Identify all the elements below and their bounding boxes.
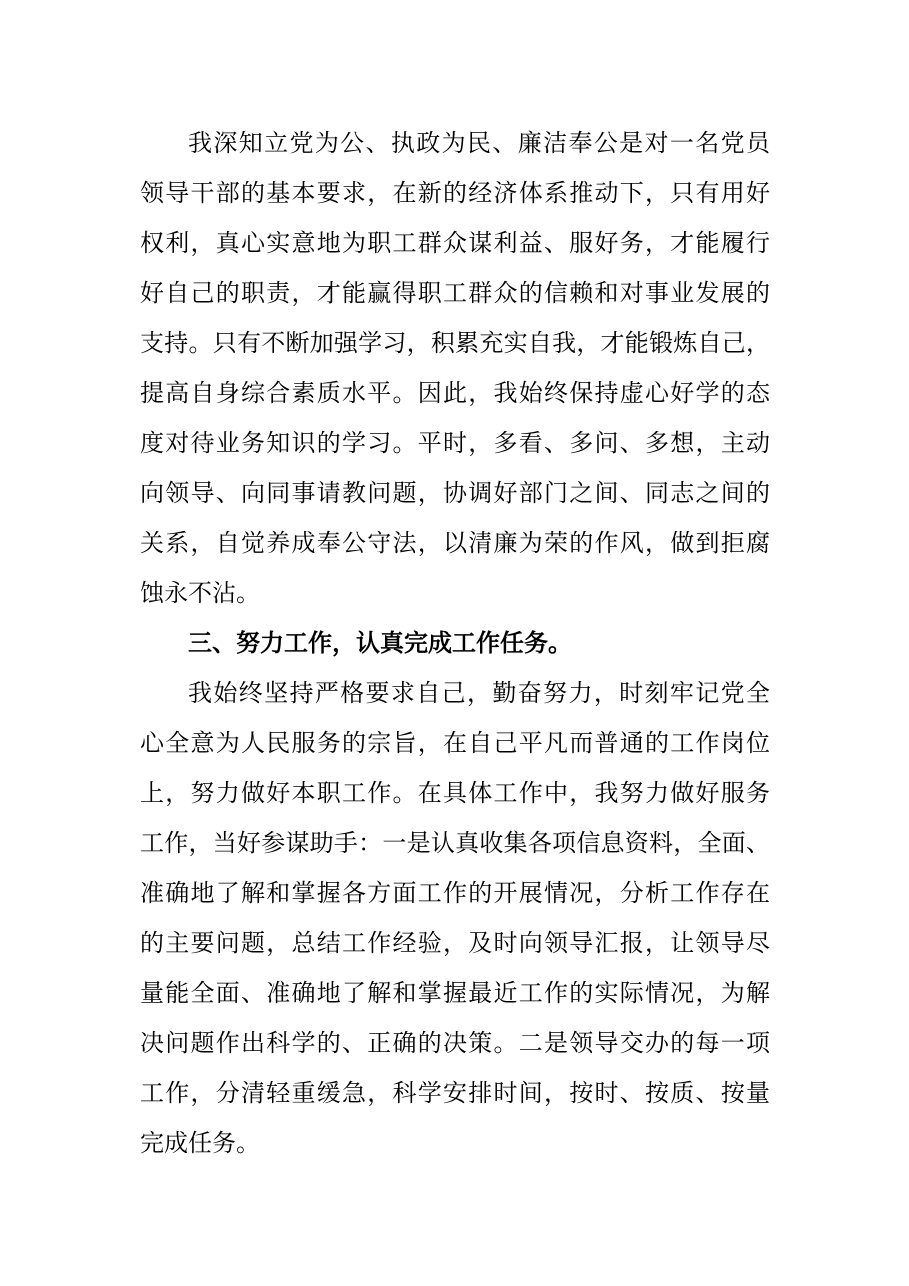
paragraph-1-line-9: 关系，自觉养成奉公守法，以清廉为荣的作风，做到拒腐 [140,529,770,557]
paragraph-1-line-3: 权利，真心实意地为职工群众谋利益、服好务，才能履行 [140,229,770,257]
paragraph-2-line-6: 的主要问题，总结工作经验，及时向领导汇报，让领导尽 [140,929,770,957]
paragraph-1-line-5: 支持。只有不断加强学习，积累充实自我，才能锻炼自己， [140,329,770,357]
paragraph-2-line-9: 工作，分清轻重缓急，科学安排时间，按时、按质、按量 [140,1079,770,1107]
paragraph-2-line-3: 上，努力做好本职工作。在具体工作中，我努力做好服务 [140,779,770,807]
section-heading: 三、努力工作，认真完成工作任务。 [188,629,572,657]
paragraph-2-line-2: 心全意为人民服务的宗旨，在自己平凡而普通的工作岗位 [140,729,770,757]
paragraph-1-line-4: 好自己的职责，才能赢得职工群众的信赖和对事业发展的 [140,279,770,307]
paragraph-2-line-1: 我始终坚持严格要求自己，勤奋努力，时刻牢记党全 [188,679,770,707]
paragraph-1-line-6: 提高自身综合素质水平。因此，我始终保持虚心好学的态 [140,379,770,407]
paragraph-1-line-8: 向领导、向同事请教问题，协调好部门之间、同志之间的 [140,479,770,507]
paragraph-2-line-10: 完成任务。 [140,1129,260,1157]
paragraph-2-line-5: 准确地了解和掌握各方面工作的开展情况，分析工作存在 [140,879,770,907]
paragraph-1-line-7: 度对待业务知识的学习。平时，多看、多问、多想，主动 [140,429,770,457]
paragraph-1-line-2: 领导干部的基本要求，在新的经济体系推动下，只有用好 [140,179,770,207]
paragraph-2-line-8: 决问题作出科学的、正确的决策。二是领导交办的每一项 [140,1029,770,1057]
paragraph-1-line-1: 我深知立党为公、执政为民、廉洁奉公是对一名党员 [188,129,770,157]
paragraph-2-line-7: 量能全面、准确地了解和掌握最近工作的实际情况，为解 [140,979,770,1007]
paragraph-2-line-4: 工作，当好参谋助手：一是认真收集各项信息资料，全面、 [140,829,770,857]
paragraph-1-line-10: 蚀永不沾。 [140,579,260,607]
